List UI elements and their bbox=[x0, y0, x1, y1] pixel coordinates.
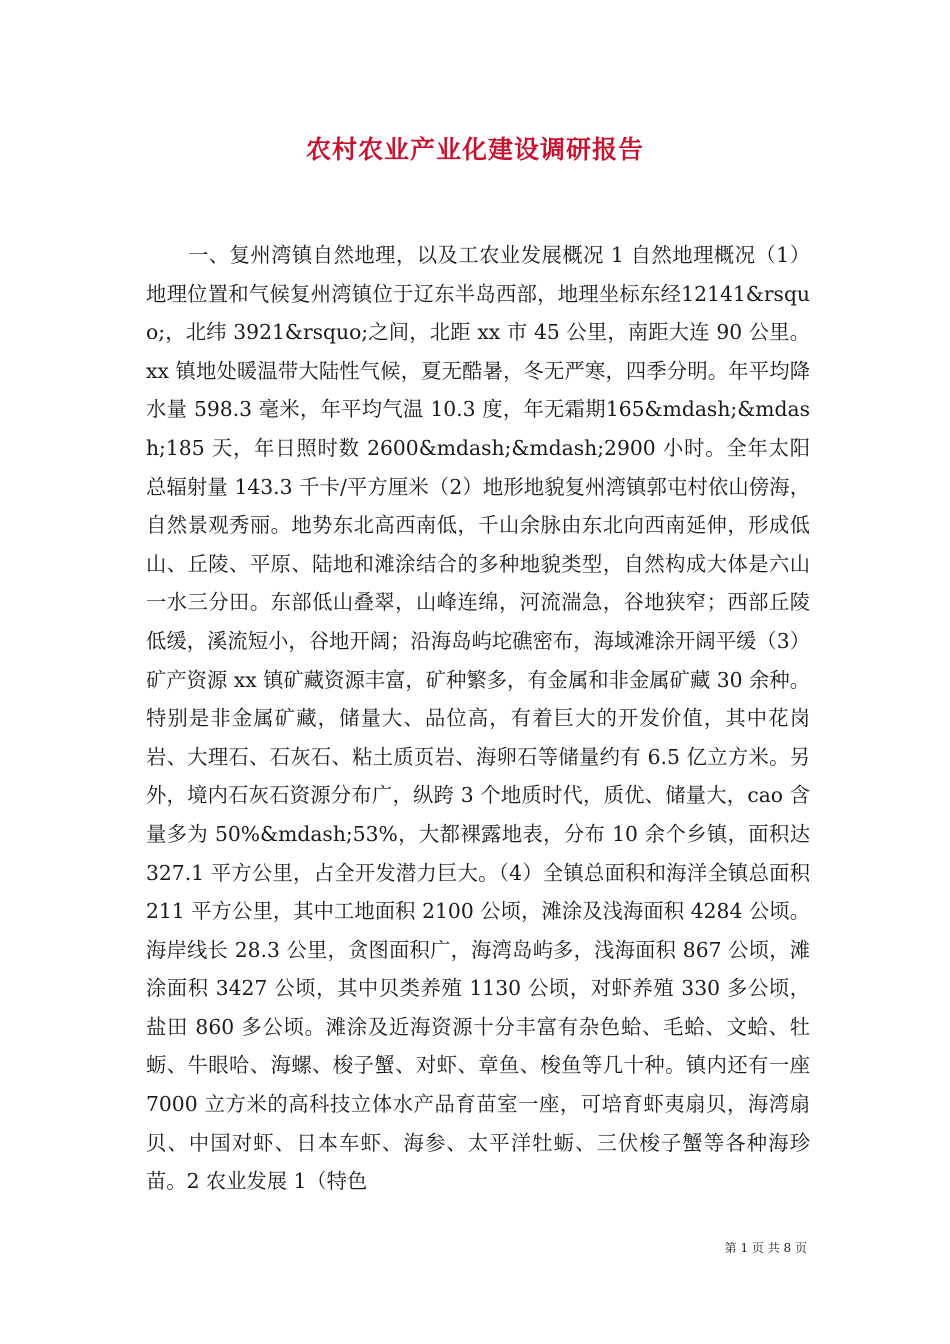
document-title: 农村农业产业化建设调研报告 bbox=[305, 135, 644, 164]
body-paragraph: 一、复州湾镇自然地理，以及工农业发展概况 1 自然地理概况（1）地理位置和气候复州湾镇位于辽东半岛西部，地理坐标东经12141&rsquo;，北纬 3921&rsquo;之间，北距 xx 市 45 公里，南距大连 90 公里。xx 镇地处暖温带大陆性气候，夏无酷暑，冬无严寒，四季分明。年平均降水量 598.3 毫米，年平均气温 10.3 度，年无霜期165&mdash;&mdash;185 天，年日照时数 2600&mdash;&mdash;2900 小时。全年太阳总辐射量 143.3 千卡/平方厘米（2）地形地貌复州湾镇郭屯村依山傍海，自然景观秀丽。地势东北高西南低，千山余脉由东北向西南延伸，形成低山、丘陵、平原、陆地和滩涂结合的多种地貌类型，自然构成大体是六山一水三分田。东部低山叠翠，山峰连绵，河流湍急，谷地狭窄；西部丘陵低缓，溪流短小，谷地开阔；沿海岛屿坨礁密布，海域滩涂开阔平缓（3）矿产资源 xx 镇矿藏资源丰富，矿种繁多，有金属和非金属矿藏 30 余种。特别是非金属矿藏，储量大、品位高，有着巨大的开发价值，其中花岗岩、大理石、石灰石、粘土质页岩、海卵石等储量约有 6.5 亿立方米。另外，境内石灰石资源分布广，纵跨 3 个地质时代，质优、储量大，cao 含量多为 50%&mdash;53%，大都裸露地表，分布 10 余个乡镇，面积达 327.1 平方公里，占全开发潜力巨大。（4）全镇总面积和海洋全镇总面积 211 平方公里，其中工地面积 2100 公顷，滩涂及浅海面积 4284 公顷。海岸线长 28.3 公里，贪图面积广，海湾岛屿多，浅海面积 867 公顷，滩涂面积 3427 公顷，其中贝类养殖 1130 公顷，对虾养殖 330 多公顷，盐田 860 多公顷。滩涂及近海资源十分丰富有杂色蛤、毛蛤、文蛤、牡蛎、牛眼哈、海螺、梭子蟹、对虾、章鱼、梭鱼等几十种。镇内还有一座 7000 立方米的高科技立体水产品育苗室一座，可培育虾夷扇贝，海湾扇贝、中国对虾、日本车虾、海参、太平洋牡蛎、三伏梭子蟹等各种海珍苗。2 农业发展 1（特色 bbox=[146, 243, 810, 1194]
page-number-footer: 第 1 页 共 8 页 bbox=[724, 1241, 807, 1255]
